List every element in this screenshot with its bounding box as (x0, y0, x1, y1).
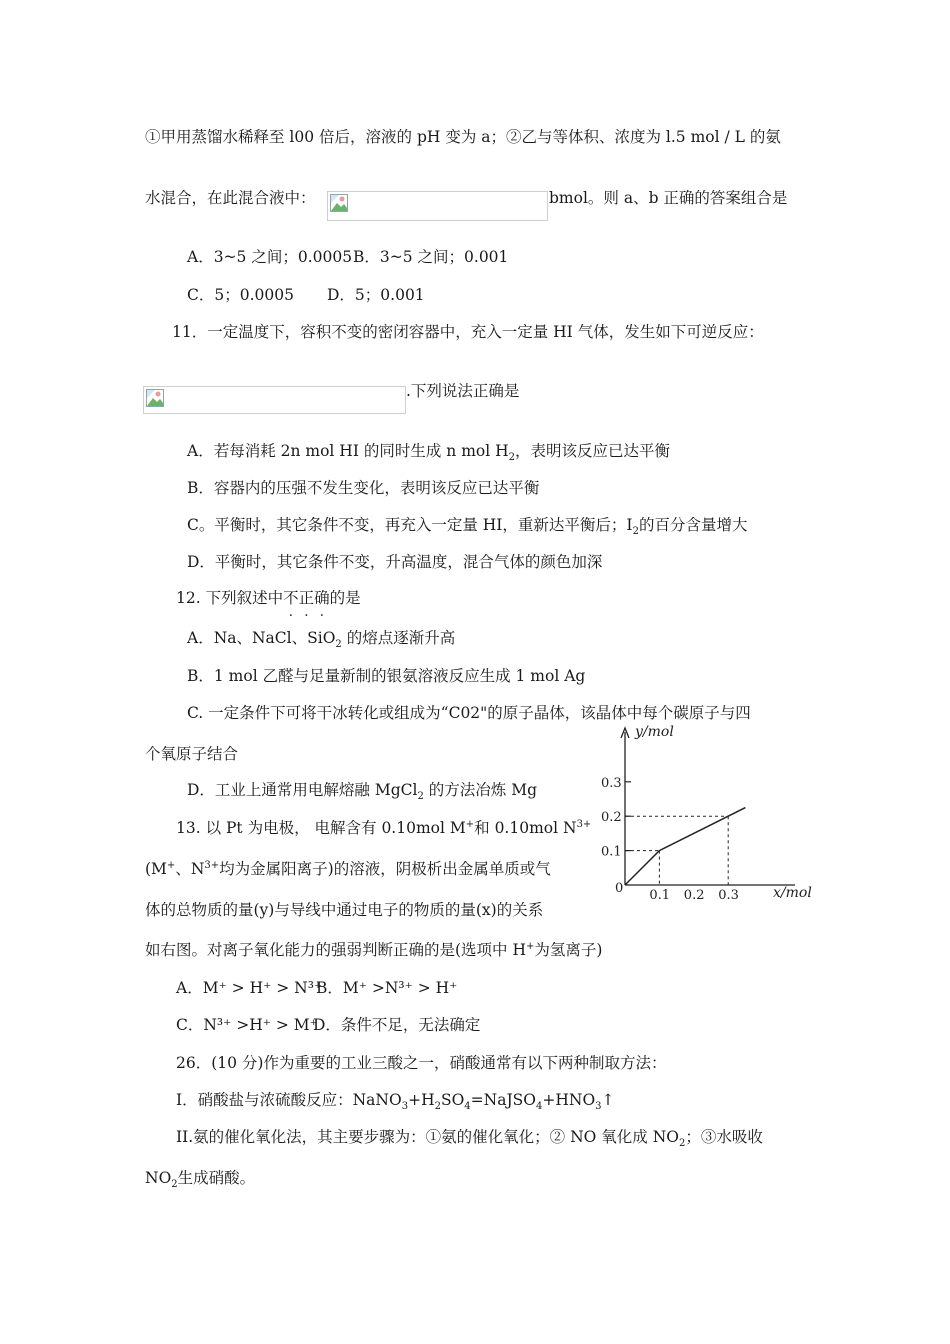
q13-line-1: 13. 以 Pt 为电极， 电解含有 0.10mol M+和 0.10mol $N^{3+}$ (176, 818, 592, 837)
broken-image-icon (330, 194, 348, 212)
y-axis-label: y/mol (635, 724, 674, 740)
formula-image-placeholder (327, 191, 548, 221)
q11-option-b: B．容器内的压强不发生变化，表明该反应已达平衡 (187, 479, 540, 497)
q10-line-1: ①甲用蒸馏水稀释至 l00 倍后，溶液的 pH 变为 a；②乙与等体积、浓度为 l.5 mol / L 的氨 (145, 128, 781, 146)
q10-line-2-post: bmol。则 a、b 正确的答案组合是 (549, 189, 788, 207)
origin-label: 0 (615, 881, 624, 896)
q13-option-b: B．M⁺ >N³⁺ > H⁺ (316, 979, 458, 997)
q26-method-2-cont: $NO_2$生成硝酸。 (145, 1169, 256, 1191)
q13-line-4: 如右图。对离子氧化能力的强弱判断正确的是(选项中 H+为氢离子) (145, 940, 603, 959)
q12-option-b: B．1 mol 乙醛与足量新制的银氨溶液反应生成 1 mol Ag (187, 667, 586, 685)
q12-option-c-1: C. 一定条件下可将干冰转化或组成为“C02"的原子晶体，该晶体中每个碳原子与四 (187, 704, 751, 722)
q10-line-2-pre: 水混合，在此混合液中： (145, 189, 316, 207)
data-line (625, 808, 745, 885)
q12-option-a: A．Na、NaCl、SiO$_2$ 的熔点逐渐升高 (187, 629, 456, 651)
x-tick-label: 0.2 (683, 888, 705, 903)
q11-stem: 11．一定温度下，容积不变的密闭容器中，充入一定量 HI 气体，发生如下可逆反应： (172, 323, 764, 341)
q10-option-b: B．3~5 之间；0.001 (353, 248, 509, 266)
q13-option-c: C．N³⁺ >H⁺ > M⁺ (176, 1016, 318, 1034)
q13-option-a: A．M⁺ > H⁺ > N³⁺ (176, 979, 323, 997)
broken-image-icon (146, 389, 164, 407)
y-tick-label: 0.2 (601, 810, 622, 826)
q26-method-2: II.氨的催化氧化法，其主要步骤为：①氨的催化氧化；② NO 氧化成 $NO_2$；③水吸收 (176, 1128, 763, 1150)
q12-option-c-2: 个氧原子结合 (145, 745, 239, 763)
q13-option-d: D．条件不足，无法确定 (313, 1016, 481, 1034)
x-tick-label: 0.3 (718, 888, 739, 903)
q12-option-d: D．工业上通常用电解熔融 MgCl$_2$ 的方法冶炼 Mg (187, 781, 537, 803)
q11-option-c: C。平衡时，其它条件不变，再充入一定量 HI，重新达平衡后；$I_2$的百分含量增大 (187, 516, 748, 538)
equation-image-placeholder (143, 386, 406, 414)
y-tick-label: 0.1 (601, 844, 622, 860)
q13-line-2: (M+、$N^{3+}$均为金属阳离子)的溶液，阴极析出金属单质或气 (145, 859, 551, 878)
q26-stem: 26．(10 分)作为重要的工业三酸之一，硝酸通常有以下两种制取方法： (176, 1054, 667, 1072)
x-axis-label: x/mol (773, 885, 812, 901)
x-tick-label: 0.1 (649, 888, 671, 903)
q10-option-d: D．5；0.001 (327, 286, 425, 304)
electrolysis-graph (595, 720, 820, 905)
q13-line-3: 体的总物质的量(y)与导线中通过电子的物质的量(x)的关系 (145, 901, 544, 919)
q10-option-a: A．3~5 之间；0.0005 (187, 248, 353, 266)
q26-method-1: I．硝酸盐与浓硫酸反应：$NaNO_3+H_2SO_4=NaJSO_4+HNO_3↑$ (176, 1091, 615, 1113)
q11-stem-2: .下列说法正确是 (406, 382, 520, 400)
q11-option-d: D．平衡时，其它条件不变，升高温度，混合气体的颜色加深 (187, 553, 603, 571)
q11-option-a: A．若每消耗 2n mol HI 的同时生成 n mol $H_2$，表明该反应已达平衡 (187, 442, 671, 464)
q12-stem: 12. 下列叙述中不正确的是 (176, 589, 361, 607)
q10-option-c: C．5；0.0005 (187, 286, 294, 304)
y-tick-label: 0.3 (601, 775, 622, 791)
